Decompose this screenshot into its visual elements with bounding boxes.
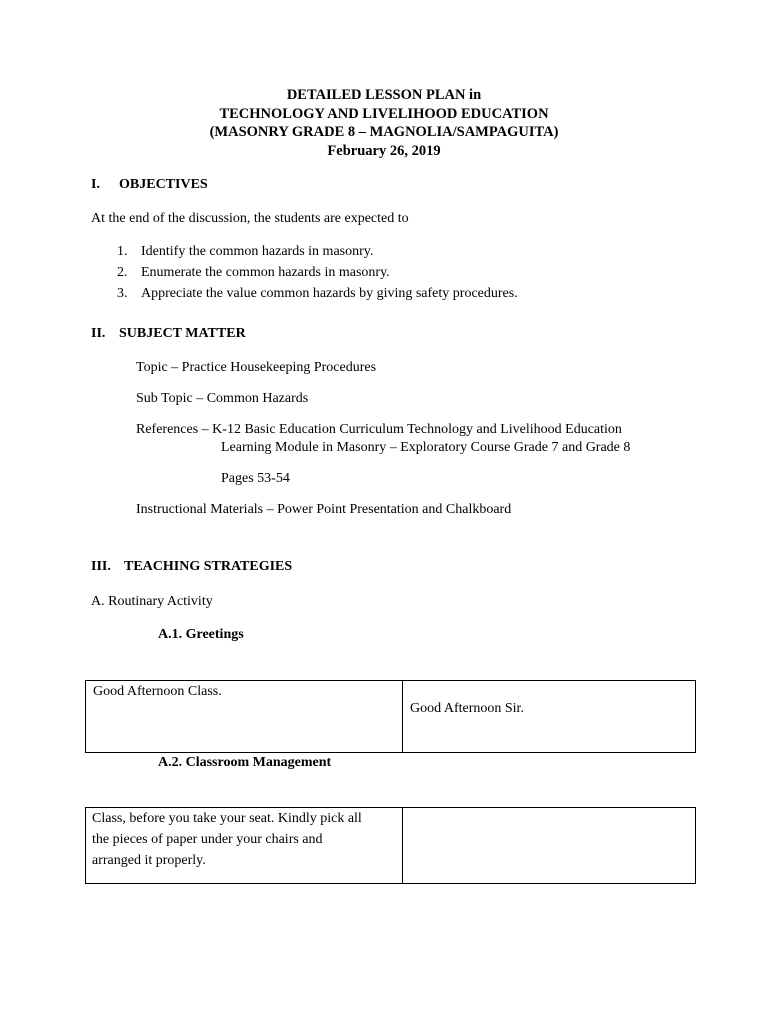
teacher-cell: [86, 681, 403, 753]
title-line-2: TECHNOLOGY AND LIVELIHOOD EDUCATION: [219, 106, 549, 122]
lesson-date: February 26, 2019: [327, 143, 441, 159]
objective-text: Appreciate the value common hazards by giving safety procedures.: [141, 286, 518, 301]
objective-number: 2.: [117, 265, 128, 280]
references-line: References – K-12 Basic Education Curriculum Technology and Livelihood Education: [136, 422, 622, 437]
students-greeting: Good Afternoon Sir.: [410, 701, 524, 716]
instructional-materials-line: Instructional Materials – Power Point Presentation and Chalkboard: [136, 502, 512, 517]
references-continuation: Learning Module in Masonry – Exploratory Course Grade 7 and Grade 8: [221, 440, 631, 455]
greetings-table: [85, 680, 696, 753]
objective-item: [0, 286, 768, 306]
teacher-instruction-line: arranged it properly.: [92, 853, 206, 868]
title-line-1: DETAILED LESSON PLAN in: [286, 87, 482, 103]
table-row: [86, 808, 696, 884]
classroom-management-table: [85, 807, 696, 884]
teacher-greeting: Good Afternoon Class.: [93, 684, 222, 699]
title-line-3: (MASONRY GRADE 8 – MAGNOLIA/SAMPAGUITA): [209, 124, 559, 140]
routinary-activity: A. Routinary Activity: [91, 594, 213, 609]
greetings-heading: A.1. Greetings: [158, 627, 244, 642]
teacher-instruction-line: the pieces of paper under your chairs and: [92, 832, 323, 847]
students-cell: [403, 808, 696, 884]
teaching-strategies-numeral: III.: [91, 559, 111, 574]
classroom-management-heading: A.2. Classroom Management: [158, 755, 332, 770]
table-row: [86, 681, 696, 753]
topic-line: Topic – Practice Housekeeping Procedures: [136, 360, 377, 375]
students-cell: [403, 681, 696, 753]
objective-text: Enumerate the common hazards in masonry.: [141, 265, 390, 280]
objectives-intro: At the end of the discussion, the students are expected to: [91, 211, 409, 226]
objective-item: [0, 265, 768, 285]
teaching-strategies-heading: TEACHING STRATEGIES: [124, 559, 293, 574]
objective-number: 3.: [117, 286, 128, 301]
objective-number: 1.: [117, 244, 128, 259]
objectives-heading: OBJECTIVES: [119, 177, 208, 192]
teacher-cell: [86, 808, 403, 884]
objectives-numeral: I.: [91, 177, 100, 192]
teacher-instruction-line: Class, before you take your seat. Kindly pick all: [92, 811, 362, 826]
subject-matter-heading: SUBJECT MATTER: [119, 326, 246, 341]
pages-line: Pages 53-54: [221, 471, 290, 486]
sub-topic-line: Sub Topic – Common Hazards: [136, 391, 309, 406]
objective-item: [0, 244, 768, 264]
subject-matter-numeral: II.: [91, 326, 106, 341]
objective-text: Identify the common hazards in masonry.: [141, 244, 374, 259]
